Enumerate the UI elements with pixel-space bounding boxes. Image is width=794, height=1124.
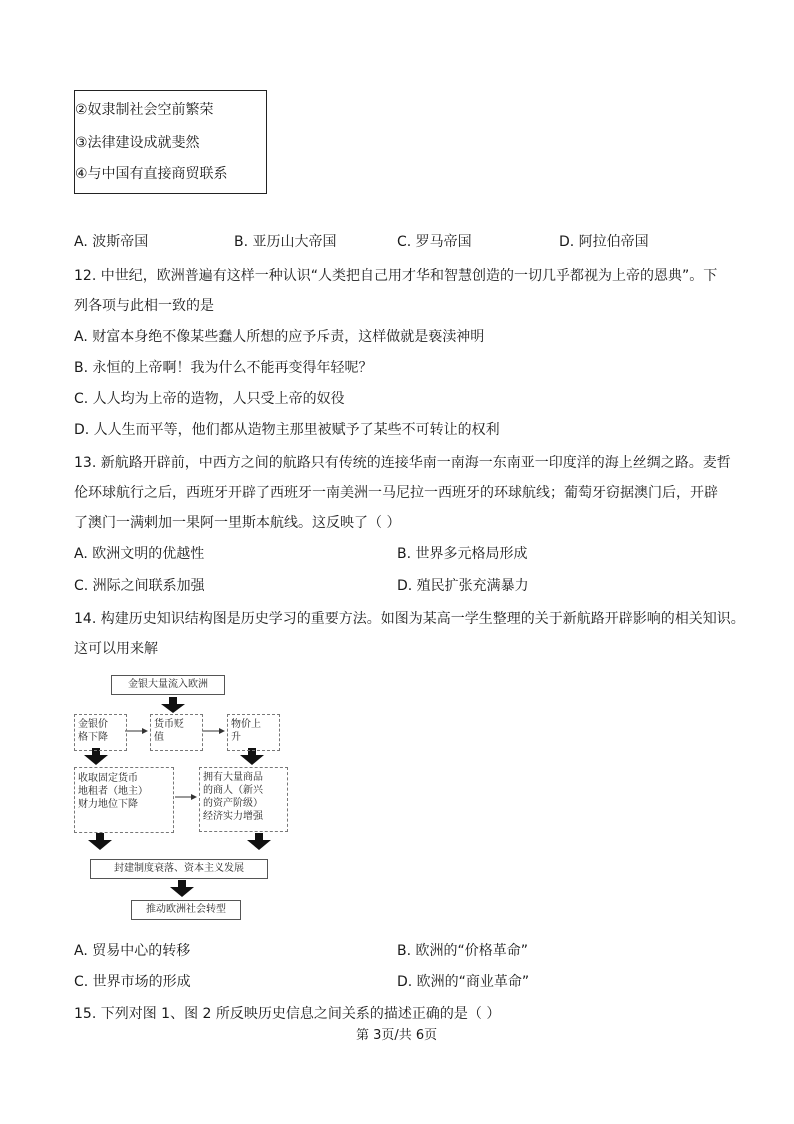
q11-option-a[interactable]: A. 波斯帝国	[74, 234, 149, 250]
q15-stem: 15. 下列对图 1、图 2 所反映历史信息之间关系的描述正确的是（ ）	[74, 1006, 501, 1022]
q13-option-d[interactable]: D. 殖民扩张充满暴力	[397, 578, 529, 594]
q11-option-b[interactable]: B. 亚历山大帝国	[234, 234, 337, 250]
q13-stem-line2: 伦环球航行之后，西班牙开辟了西班牙一南美洲一马尼拉一西班牙的环球航线；葡萄牙窃据澳门后，开辟	[74, 485, 718, 501]
flow-text-transformation: 推动欧洲社会转型	[146, 904, 226, 915]
q14-stem-line1: 14. 构建历史知识结构图是历史学习的重要方法。如图为某高一学生整理的关于新航路开辟影响的相关知识。	[74, 611, 745, 627]
q13-option-a[interactable]: A. 欧洲文明的优越性	[74, 546, 205, 562]
flow-text-price-1: 物价上	[231, 719, 261, 730]
flow-box-gold-inflow	[111, 675, 225, 695]
q12-stem-line2: 列各项与此相一致的是	[74, 298, 214, 314]
q13-option-b[interactable]: B. 世界多元格局形成	[397, 546, 528, 562]
flow-text-landlord-2: 地租者（地主）	[78, 786, 148, 797]
q12-option-b[interactable]: B. 永恒的上帝啊！我为什么不能再变得年轻呢？	[74, 360, 373, 376]
flow-box-transformation	[131, 900, 241, 920]
q12-stem-line1: 12. 中世纪，欧洲普遍有这样一种认识“人类把自己用才华和智慧创造的一切几乎都视为上帝的恩典”。下	[74, 268, 718, 284]
flow-text-merchant-2: 的商人（新兴	[203, 785, 263, 796]
flow-text-merchant-4: 经济实力增强	[203, 811, 263, 822]
flow-text-gold-price-2: 格下降	[78, 732, 108, 743]
flow-box-currency	[150, 714, 203, 751]
flow-text-landlord-3: 财力地位下降	[78, 799, 138, 810]
flow-text-merchant-3: 的资产阶级）	[203, 798, 263, 809]
flow-text-landlord-1: 收取固定货币	[78, 773, 138, 784]
q14-option-c[interactable]: C. 世界市场的形成	[74, 974, 191, 990]
q14-option-a[interactable]: A. 贸易中心的转移	[74, 943, 191, 959]
q13-stem-line3: 了澳门一满剌加一果阿一里斯本航线。这反映了（ ）	[74, 515, 401, 531]
flow-box-feudal	[90, 859, 268, 879]
flow-box-gold-price	[74, 714, 127, 751]
q12-option-a[interactable]: A. 财富本身绝不像某些蠢人所想的应予斥责，这样做就是亵渎神明	[74, 329, 485, 345]
flow-text-currency-1: 货币贬	[154, 719, 184, 730]
flow-text-currency-2: 值	[154, 732, 164, 743]
q11-option-d[interactable]: D. 阿拉伯帝国	[559, 234, 649, 250]
page-footer: 第 3页/共 6页	[356, 1028, 438, 1043]
q13-stem-line1: 13. 新航路开辟前，中西方之间的航路只有传统的连接华南一南海一东南亚一印度洋的海上丝绸之路。麦哲	[74, 455, 731, 471]
flow-text-gold-price-1: 金银价	[78, 719, 108, 730]
q13-option-c[interactable]: C. 洲际之间联系加强	[74, 578, 205, 594]
q11-statement-2: ②奴隶制社会空前繁荣	[75, 102, 214, 118]
flow-text-merchant-1: 拥有大量商品	[203, 772, 263, 783]
flow-box-price-rise	[227, 714, 280, 751]
flow-box-merchant	[199, 767, 288, 832]
flow-text-price-2: 升	[231, 732, 241, 743]
arrow-merchant-down	[247, 833, 271, 850]
flow-text-feudal: 封建制度衰落、资本主义发展	[114, 863, 244, 874]
q14-stem-line2: 这可以用来解	[74, 641, 158, 657]
arrow-land-down	[88, 833, 112, 850]
q12-option-d[interactable]: D. 人人生而平等，他们都从造物主那里被赋予了某些不可转让的权利	[74, 422, 500, 438]
flow-box-landlord	[74, 767, 174, 833]
arrow-feudal-down	[170, 880, 194, 897]
arrow-top-down	[161, 697, 185, 713]
q11-option-c[interactable]: C. 罗马帝国	[397, 234, 472, 250]
flow-text-gold-inflow: 金银大量流入欧洲	[128, 679, 208, 690]
q11-statement-3: ③法律建设成就斐然	[75, 135, 200, 151]
q12-option-c[interactable]: C. 人人均为上帝的造物，人只受上帝的奴役	[74, 391, 345, 407]
q14-option-d[interactable]: D. 欧洲的“商业革命”	[397, 974, 530, 990]
q14-option-b[interactable]: B. 欧洲的“价格革命”	[397, 943, 529, 959]
q11-statement-4: ④与中国有直接商贸联系	[75, 166, 228, 182]
